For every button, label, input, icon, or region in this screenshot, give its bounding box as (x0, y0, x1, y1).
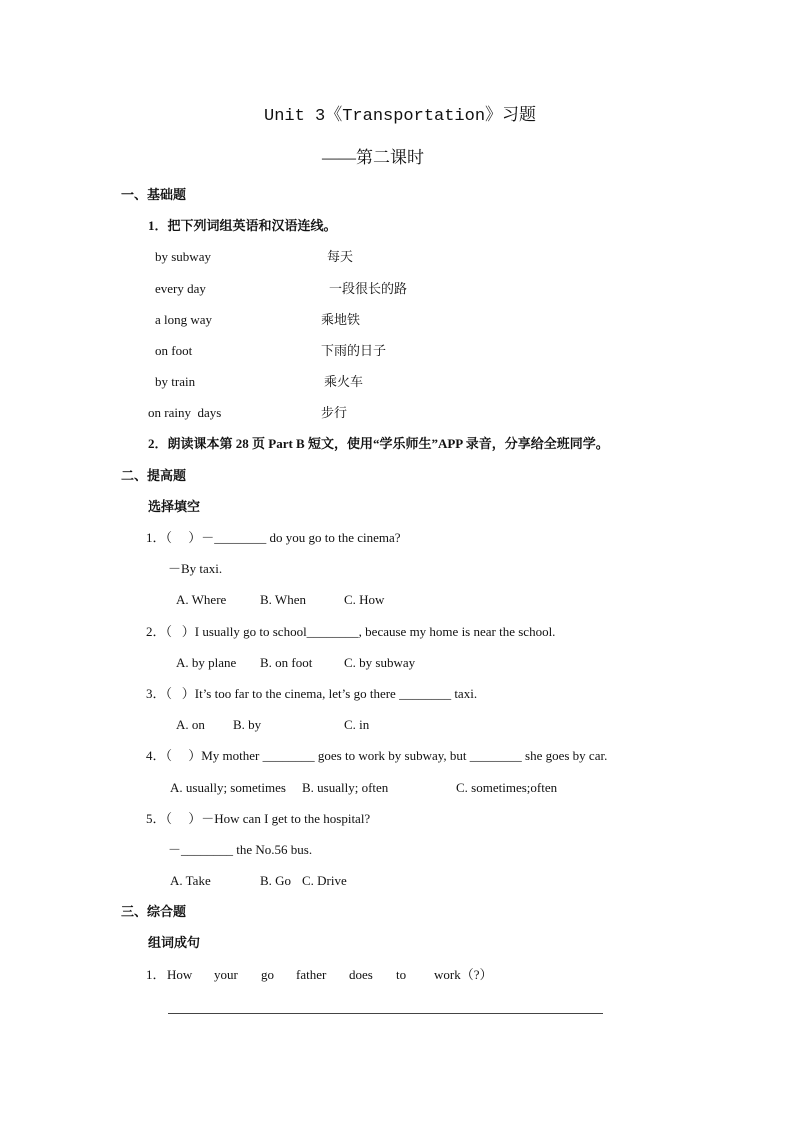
page-subtitle: ——第二课时 (322, 148, 424, 167)
mc-question-reply: －By taxi. (168, 561, 223, 576)
english-phrase: on foot (155, 343, 193, 358)
mc-option: C. Drive (302, 873, 347, 888)
mc-option: B. When (260, 592, 306, 607)
mc-option: A. by plane (176, 655, 237, 670)
mc-option: B. by (233, 717, 262, 732)
answer-line (168, 1013, 603, 1014)
chinese-phrase: 下雨的日子 (321, 343, 387, 358)
english-phrase: on rainy days (148, 405, 222, 420)
word-token: does (349, 967, 373, 982)
english-phrase: every day (155, 281, 206, 296)
word-token: to (396, 967, 407, 982)
word-token: your (214, 967, 238, 982)
mc-option: B. usually; often (302, 780, 389, 795)
english-phrase: a long way (155, 312, 213, 327)
section-3-heading: 三、综合题 (121, 904, 187, 919)
mc-option: A. usually; sometimes (170, 780, 286, 795)
mc-question-stem: 4．（ ）My mother ________ goes to work by subway, but ________ she goes by car. (146, 748, 608, 763)
question-1-instruction: 1．把下列词组英语和汉语连线。 (148, 218, 337, 233)
mc-option: C. How (344, 592, 385, 607)
word-token: go (261, 967, 274, 982)
chinese-phrase: 一段很长的路 (329, 281, 408, 296)
word-token: How (167, 967, 193, 982)
mc-question-stem: 3．（ ）It’s too far to the cinema, let’s go there ________ taxi. (146, 686, 478, 701)
mc-option: A. on (176, 717, 205, 732)
section-3-subheading: 组词成句 (148, 935, 201, 950)
chinese-phrase: 乘地铁 (321, 312, 361, 327)
mc-option: B. on foot (260, 655, 313, 670)
english-phrase: by train (155, 374, 196, 389)
word-token: father (296, 967, 327, 982)
mc-question-reply: －________ the No.56 bus. (168, 842, 313, 857)
english-phrase: by subway (155, 249, 211, 264)
section-2-subheading: 选择填空 (148, 499, 201, 514)
mc-option: B. Go (260, 873, 292, 888)
mc-question-stem: 1．（ ）－________ do you go to the cinema? (146, 530, 401, 545)
chinese-phrase: 每天 (327, 249, 354, 264)
section-2-heading: 二、提高题 (121, 468, 187, 483)
section-1-heading: 一、基础题 (121, 187, 187, 202)
page-title: Unit 3《Transportation》习题 (264, 107, 537, 126)
chinese-phrase: 乘火车 (324, 374, 364, 389)
mc-question-stem: 5．（ ）－How can I get to the hospital? (146, 811, 371, 826)
mc-option: C. sometimes;often (456, 780, 558, 795)
question-2-instruction: 2．朗读课本第 28 页 Part B 短文，使用“学乐师生”APP 录音，分享给全班同学。 (148, 436, 609, 451)
mc-question-stem: 2．（ ）I usually go to school________, because my home is near the school. (146, 624, 556, 639)
mc-option: C. in (344, 717, 370, 732)
mc-option: C. by subway (344, 655, 416, 670)
chinese-phrase: 步行 (321, 405, 348, 420)
word-token: work（?） (434, 967, 493, 982)
sentence-question-number: 1． (146, 967, 166, 982)
mc-option: A. Take (170, 873, 211, 888)
mc-option: A. Where (176, 592, 227, 607)
